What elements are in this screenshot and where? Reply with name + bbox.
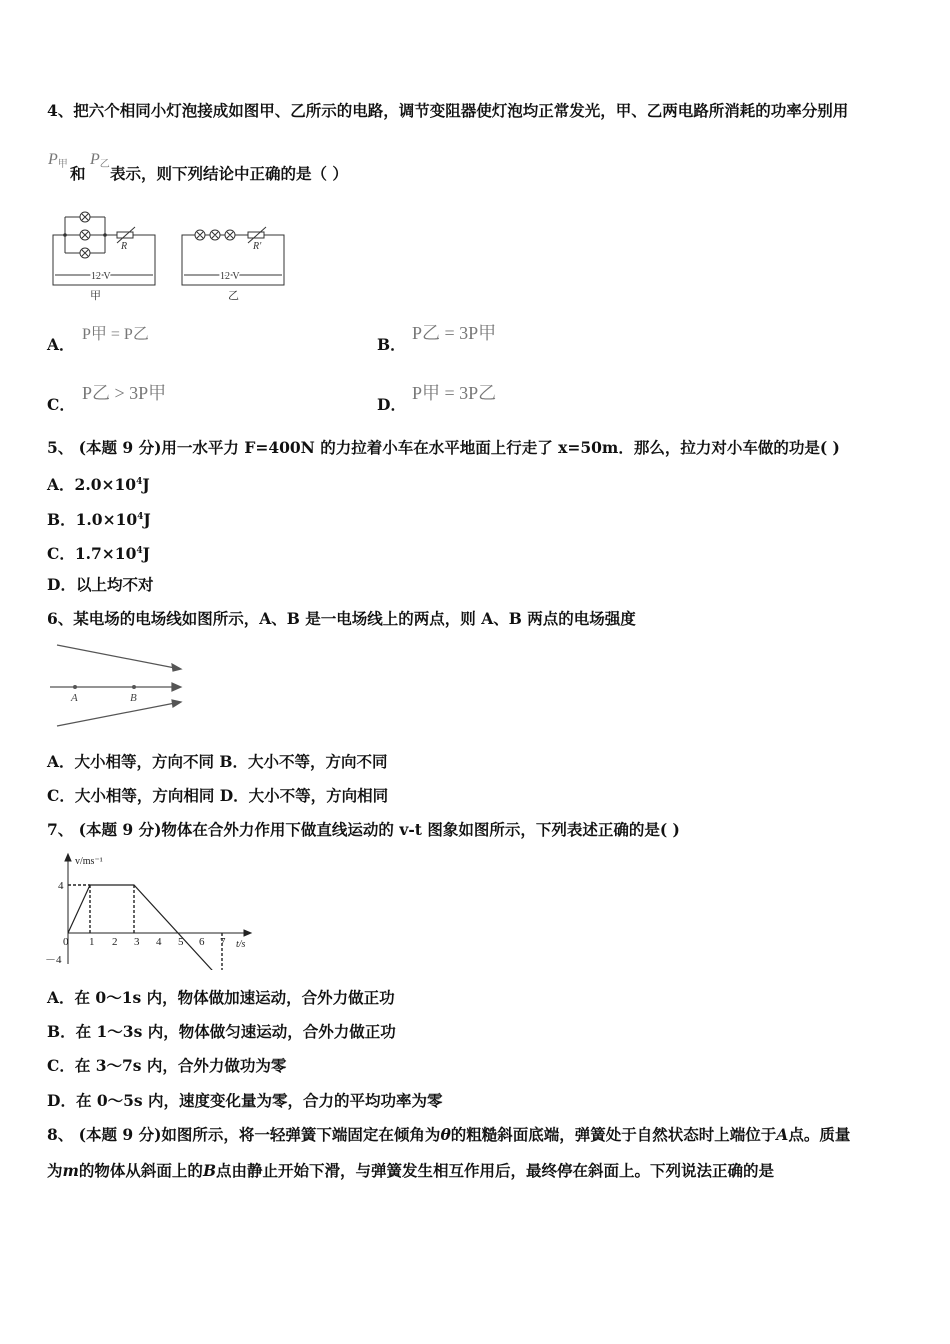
q7-option-d[interactable]: D．在 0～5s 内，速度变化量为零，合力的平均功率为零 — [47, 1091, 443, 1110]
q4-voltage-yi: 12 V — [220, 271, 240, 282]
q4-option-d-label[interactable]: D． — [377, 395, 406, 414]
q7-xtick-0: 0 — [63, 936, 69, 948]
q8-stem-line2: 为m的物体从斜面上的B点由静止开始下滑，与弹簧发生相互作用后，最终停在斜面上。下列说法正确的是 — [47, 1161, 775, 1180]
q4-stem-line2: 表示，则下列结论中正确的是（ ） — [110, 164, 348, 183]
q7-option-c[interactable]: C．在 3～7s 内，合外力做功为零 — [47, 1056, 287, 1075]
q4-stem-line1: 4、把六个相同小灯泡接成如图甲、乙所示的电路，调节变阻器使灯泡均正常发光，甲、乙两电路所消耗的功率分别用 — [47, 101, 849, 120]
q5-option-c[interactable]: C．$1.7\times 10^4J$ — [47, 544, 150, 564]
q7-stem: 7、 (本题 9 分)物体在合外力作用下做直线运动的 v-t 图象如图所示，下列表述正确的是( ) — [47, 820, 680, 839]
q7-xtick-7: 7 — [220, 936, 226, 948]
q4-option-a-label[interactable]: A． — [47, 335, 75, 354]
q7-xtick-1: 1 — [89, 936, 95, 948]
q7-ytick-4: 4 — [58, 880, 64, 892]
q5-option-a[interactable]: A．$2.0\times 10^4J$ — [47, 475, 150, 495]
q4-r-yi-label: R' — [253, 241, 262, 252]
q4-p-yi: $P_乙$ — [90, 151, 110, 170]
q6-point-a: A — [71, 692, 78, 704]
q7-xlabel: t/s — [236, 939, 246, 950]
q4-voltage-jia: 12 V — [91, 271, 111, 282]
q4-label-yi: 乙 — [228, 290, 239, 302]
q7-option-b[interactable]: B．在 1～3s 内，物体做匀速运动，合外力做正功 — [47, 1022, 396, 1041]
q7-xtick-2: 2 — [112, 936, 118, 948]
q4-option-b-label[interactable]: B． — [377, 335, 406, 354]
q7-vt-chart — [45, 852, 255, 970]
q7-xtick-6: 6 — [199, 936, 205, 948]
q4-option-b-formula[interactable]: P乙 = 3P甲 — [412, 323, 497, 343]
q4-option-a-formula[interactable]: P甲 = P乙 — [82, 326, 149, 343]
q7-xtick-4: 4 — [156, 936, 162, 948]
q6-options-line1[interactable]: A．大小相等，方向不同 B．大小不等，方向不同 — [47, 752, 388, 771]
q7-ytick-neg4: －4 — [45, 954, 62, 966]
q4-option-d-formula[interactable]: P甲 = 3P乙 — [412, 383, 497, 403]
q5-option-d[interactable]: D．以上均不对 — [47, 575, 154, 594]
q6-point-b: B — [130, 692, 137, 704]
q5-option-b[interactable]: B．$1.0\times 10^4J$ — [47, 510, 151, 530]
q4-label-jia: 甲 — [90, 290, 101, 302]
q4-r-jia-label: R — [121, 241, 128, 252]
q6-field-lines-figure — [45, 640, 190, 730]
q4-and: 和 — [70, 164, 86, 183]
q8-stem-line1: 8、 (本题 9 分)如图所示，将一轻弹簧下端固定在倾角为θ的粗糙斜面底端，弹簧处于自然状态时上端位于A点。质量 — [47, 1125, 851, 1144]
q7-option-a[interactable]: A．在 0～1s 内，物体做加速运动，合外力做正功 — [47, 988, 395, 1007]
q6-stem: 6、某电场的电场线如图所示，A、B 是一电场线上的两点，则 A、B 两点的电场强度 — [47, 609, 636, 628]
q7-xtick-3: 3 — [134, 936, 140, 948]
q6-options-line2[interactable]: C．大小相等，方向相同 D．大小不等，方向相同 — [47, 786, 389, 805]
q4-option-c-label[interactable]: C． — [47, 395, 75, 414]
q4-p-jia: $P_甲$ — [48, 151, 68, 170]
q5-stem: 5、 (本题 9 分)用一水平力 F=400N 的力拉着小车在水平地面上行走了 x=50m．那么，拉力对小车做的功是( ) — [47, 438, 840, 457]
q4-circuit-figure — [45, 205, 295, 305]
q7-xtick-5: 5 — [178, 936, 184, 948]
q4-option-c-formula[interactable]: P乙 > 3P甲 — [82, 383, 167, 403]
q7-ylabel: v/ms⁻¹ — [75, 856, 103, 867]
q7-velocity-line — [68, 885, 222, 970]
